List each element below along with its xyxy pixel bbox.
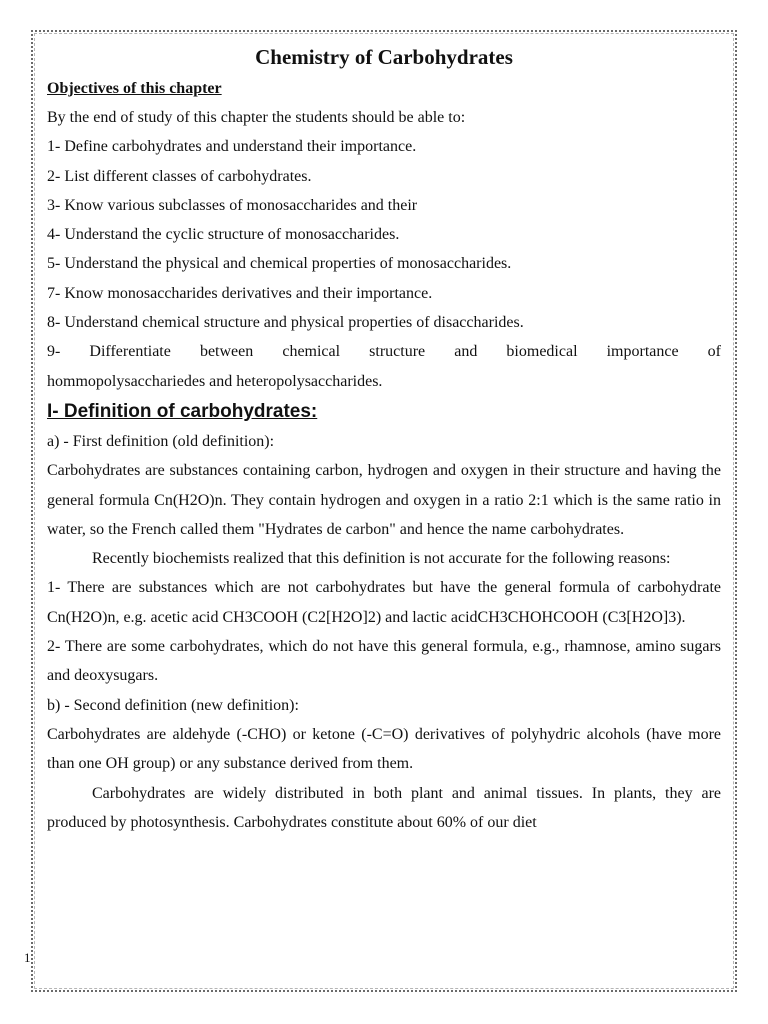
- document-title: Chemistry of Carbohydrates: [255, 45, 513, 69]
- section-heading-definition: I- Definition of carbohydrates:: [47, 400, 318, 422]
- second-definition-text: Carbohydrates are aldehyde (-CHO) or ketone (-C=O) derivatives of polyhydric alcohols (have more than one OH group) or any substance derived from them.: [47, 725, 721, 773]
- objective-item: 1- Define carbohydrates and understand their importance.: [47, 138, 417, 156]
- objective-item: 2- List different classes of carbohydrates.: [47, 167, 312, 185]
- objectives-intro: By the end of study of this chapter the students should be able to:: [47, 109, 466, 126]
- first-definition-label: a) - First definition (old definition):: [47, 432, 275, 450]
- second-definition-label: b) - Second definition (new definition):: [47, 696, 299, 714]
- page-number: 1: [24, 950, 31, 965]
- distribution-paragraph: Carbohydrates are widely distributed in both plant and animal tissues. In plants, they are produced by photosynthesis. Carbohydrates constitute about 60% of our diet: [47, 784, 721, 831]
- reason-1: 1- There are substances which are not carbohydrates but have the general formula of carbohydrate Cn(H2O)n, e.g. acetic acid CH3COOH (C2[H2O]2) and lactic acidCH3CHOHCOOH (C3[H2O]3).: [47, 579, 721, 626]
- objective-item: 7- Know monosaccharides derivatives and their importance.: [47, 284, 433, 302]
- document-body: [47, 40, 721, 837]
- objective-item: 8- Understand chemical structure and physical properties of disaccharides.: [47, 314, 524, 332]
- first-definition-text: Carbohydrates are substances containing carbon, hydrogen and oxygen in their structure and having the general formula Cn(H2O)n. They contain hydrogen and oxygen in a ratio 2:1 which is the same ratio in water, so the French called them "Hydrates de carbon" and hence the name carbohydrates.: [47, 462, 721, 538]
- objective-item: 5- Understand the physical and chemical properties of monosaccharides.: [47, 255, 512, 273]
- recently-paragraph: Recently biochemists realized that this definition is not accurate for the following reasons:: [92, 550, 671, 568]
- objective-item: 4- Understand the cyclic structure of monosaccharides.: [47, 226, 400, 244]
- objective-item: 3- Know various subclasses of monosaccharides and their: [47, 196, 418, 214]
- reason-2: 2- There are some carbohydrates, which do not have this general formula, e.g., rhamnose, amino sugars and deoxysugars.: [47, 638, 721, 685]
- objective-item-9: 9- Differentiate between chemical structure and biomedical importance of: [47, 343, 721, 361]
- objective-item-9-continued: hommopolysacchariedes and heteropolysaccharides.: [47, 372, 383, 390]
- objectives-heading: Objectives of this chapter: [47, 80, 222, 97]
